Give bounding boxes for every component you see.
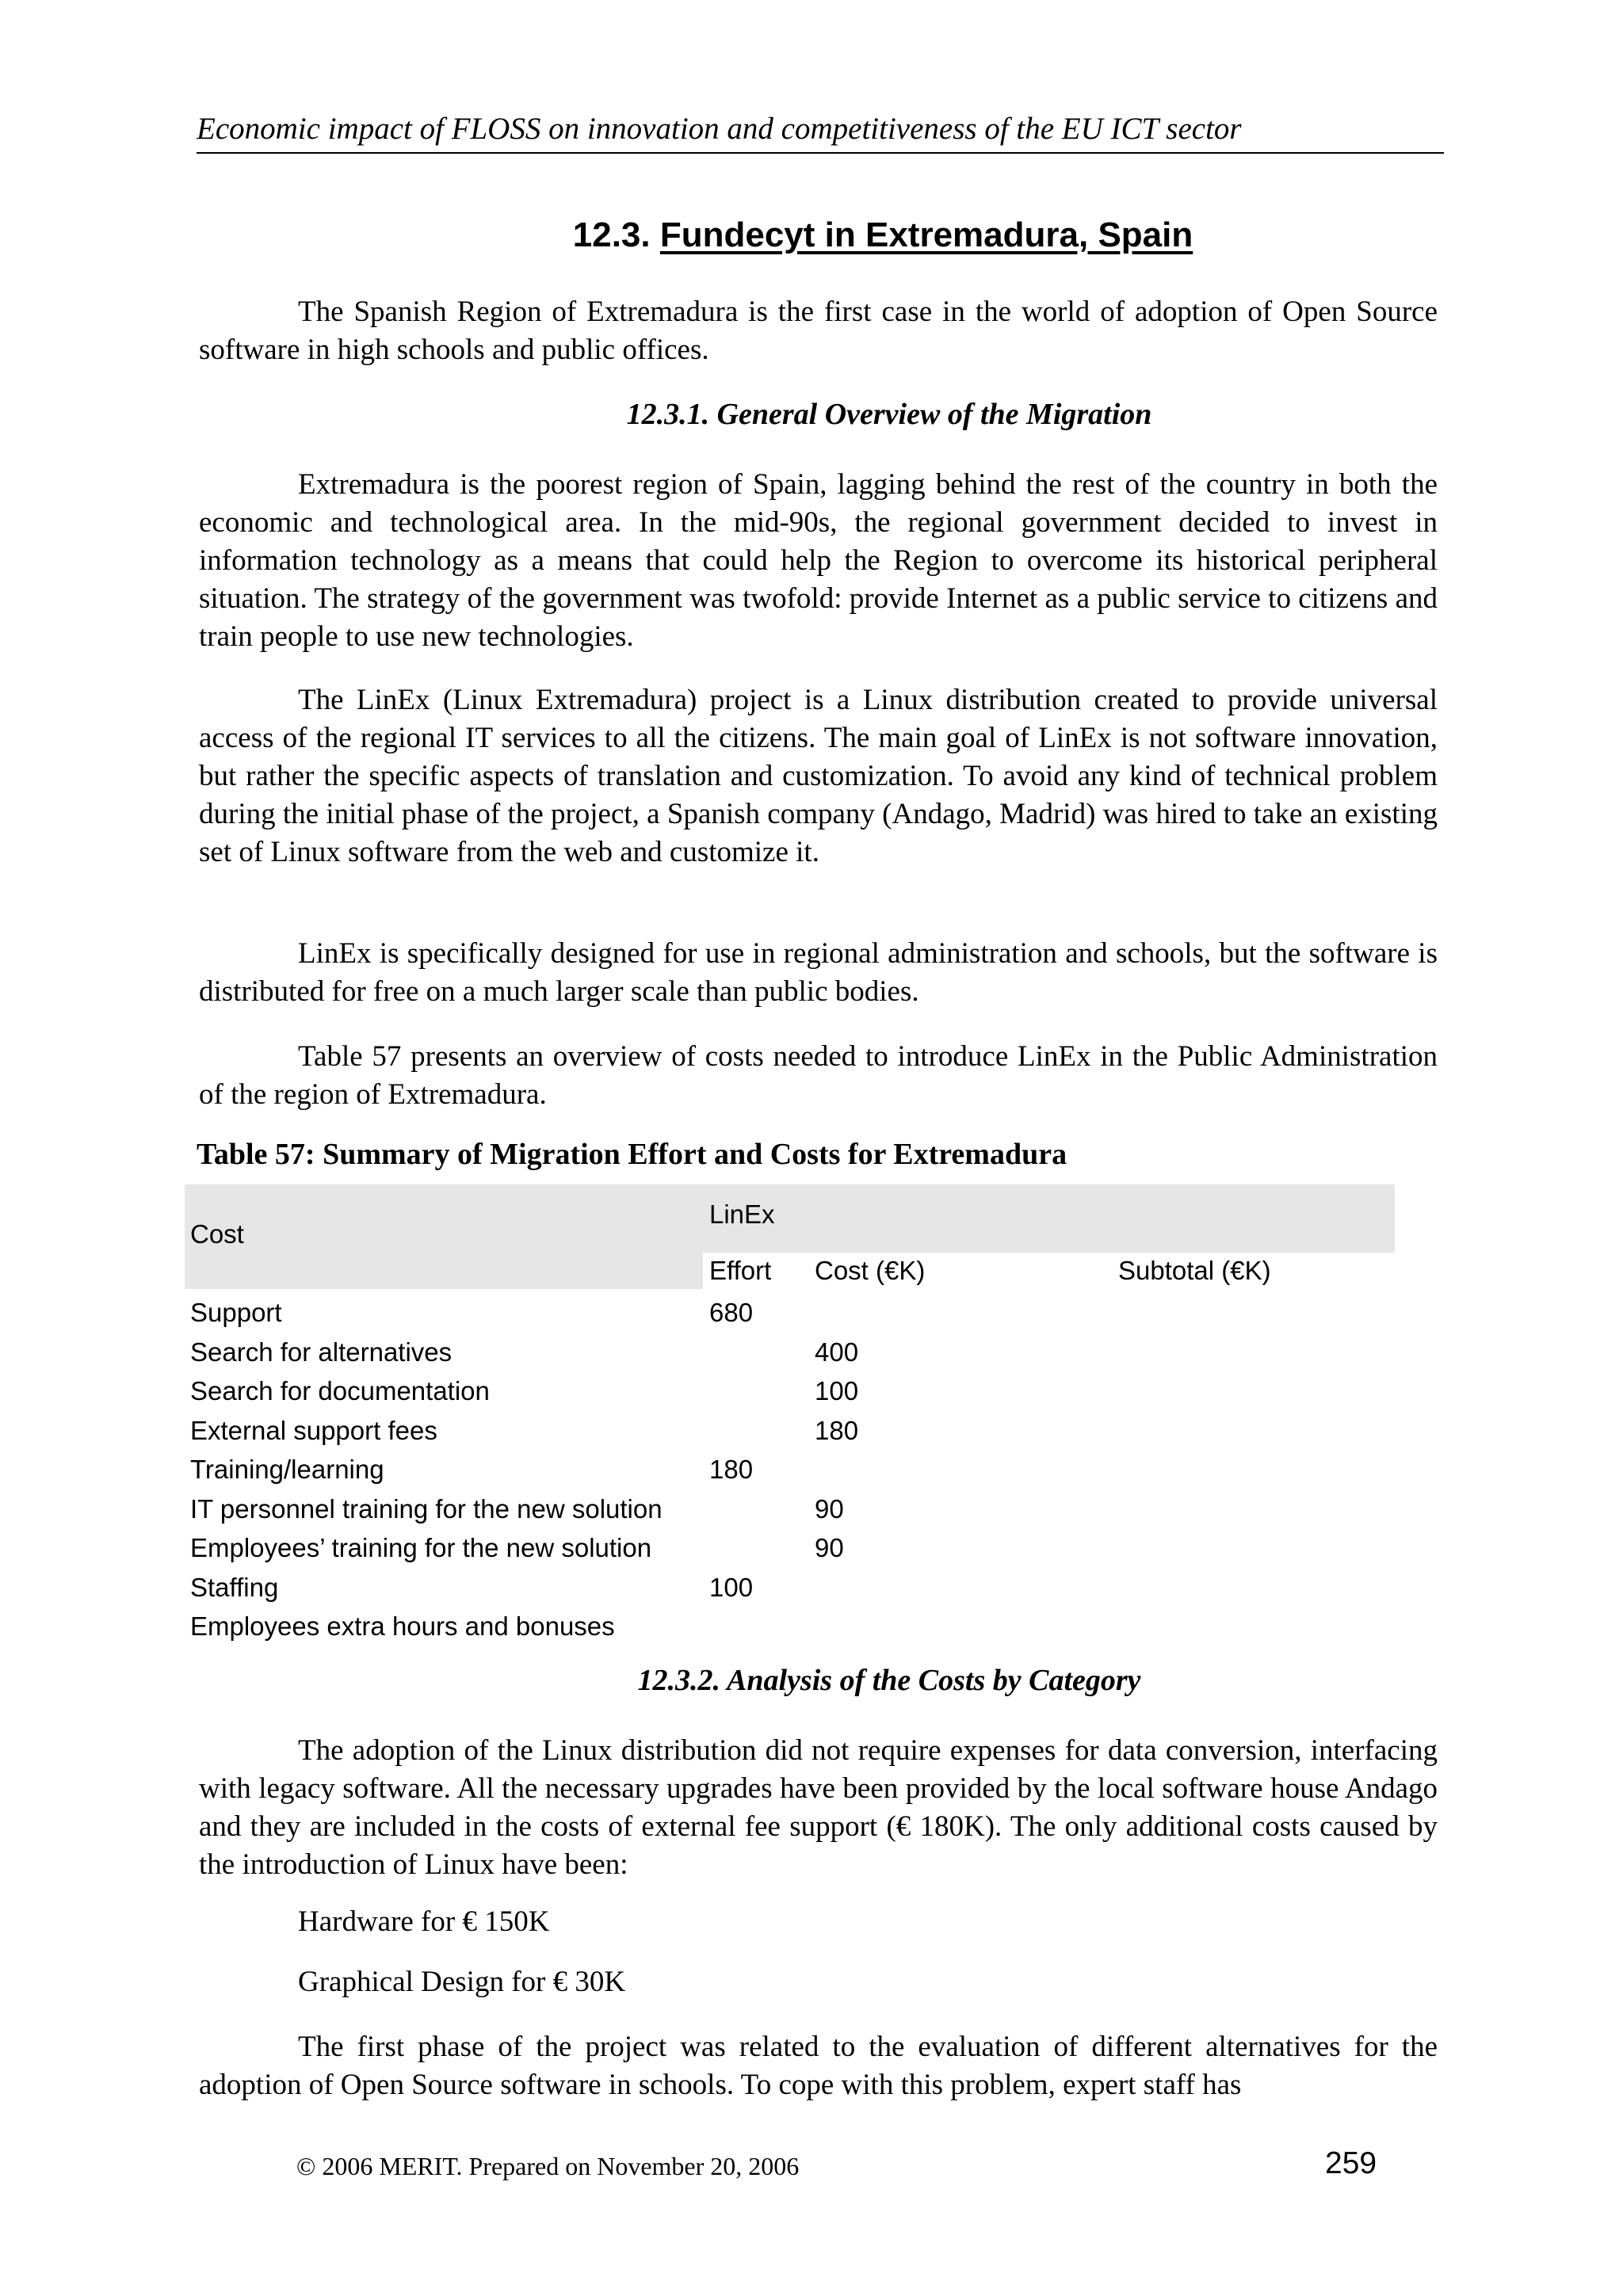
- section-number: 12.3.: [572, 215, 651, 254]
- table-header-row: [185, 1184, 1395, 1253]
- table-row: [185, 1294, 1395, 1333]
- table-row: [185, 1451, 1395, 1490]
- paragraph-overview-4: Table 57 presents an overview of costs needed to introduce LinEx in the Public Administration of the region of Extremadura.: [199, 1040, 1438, 1111]
- table-row: [185, 1333, 1395, 1373]
- paragraph-overview-3: LinEx is specifically designed for use in regional administration and schools, but the software is distributed for free on a much larger scale than public bodies.: [199, 937, 1438, 1008]
- row-label: Training/learning: [190, 1455, 384, 1484]
- header-cost: Cost: [190, 1219, 244, 1249]
- row-effort: 100: [709, 1572, 754, 1602]
- table-row: [185, 1412, 1395, 1451]
- row-cost: 90: [815, 1533, 844, 1562]
- paragraph-analysis-2: The first phase of the project was related to the evaluation of different alternatives for the adoption of Open Source software in schools. To cope with this problem, expert staff has: [199, 2031, 1438, 2101]
- row-effort: 180: [709, 1455, 754, 1484]
- subsection-heading-analysis: 12.3.2. Analysis of the Costs by Category: [637, 1664, 1141, 1697]
- paragraph-overview-2: The LinEx (Linux Extremadura) project is a Linux distribution created to provide universal access of the regional IT services to all the citizens. The main goal of LinEx is not software innovation, but rather the specific aspects of translation and customization. To avoid any kind of technical problem during the initial phase of the project, a Spanish company (Andago, Madrid) was hired to take an existing set of Linux software from the web and customize it.: [199, 684, 1438, 868]
- row-cost: 180: [815, 1415, 859, 1445]
- header-linex: LinEx: [709, 1199, 775, 1229]
- subsection-heading-overview: 12.3.1. General Overview of the Migration: [626, 398, 1152, 431]
- table-row: [185, 1608, 1395, 1647]
- intro-paragraph: The Spanish Region of Extremadura is the first case in the world of adoption of Open Source software in high schools and public offices.: [199, 296, 1438, 366]
- row-label: External support fees: [190, 1415, 437, 1445]
- row-label: Search for documentation: [190, 1376, 490, 1405]
- table-subheader-row: [185, 1253, 1395, 1289]
- section-title: [0, 212, 1623, 258]
- table-body: [185, 1294, 1395, 1647]
- row-label: Employees extra hours and bonuses: [190, 1611, 615, 1641]
- table-row: [185, 1372, 1395, 1412]
- row-cost: 100: [815, 1376, 859, 1405]
- cost-item-graphical-design: Graphical Design for € 30K: [298, 1966, 626, 1998]
- table-row: [185, 1529, 1395, 1569]
- paragraph-overview-1: Extremadura is the poorest region of Spain, lagging behind the rest of the country in both the economic and technological area. In the mid-90s, the regional government decided to invest in information technology as a means that could help the Region to overcome its historical peripheral situation. The strategy of the government was twofold: provide Internet as a public service to citizens and train people to use new technologies.: [199, 468, 1438, 653]
- section-title-text: Fundecyt in Extremadura, Spain: [659, 215, 1193, 254]
- row-effort: 680: [709, 1298, 754, 1327]
- row-label: Employees’ training for the new solution: [190, 1533, 652, 1562]
- table-caption: Table 57: Summary of Migration Effort and Costs for Extremadura: [197, 1138, 1067, 1171]
- row-cost: 90: [815, 1493, 844, 1524]
- row-label: Search for alternatives: [190, 1337, 453, 1367]
- page-number: 259: [1325, 2146, 1377, 2180]
- cost-table: [185, 1184, 1395, 1641]
- header-cost-k: Cost (€K): [815, 1256, 926, 1285]
- table-row: [185, 1490, 1395, 1530]
- row-label: IT personnel training for the new solution: [190, 1493, 663, 1524]
- row-label: Support: [190, 1298, 282, 1327]
- footer-copyright: © 2006 MERIT. Prepared on November 20, 2006: [296, 2152, 800, 2180]
- cost-item-hardware: Hardware for € 150K: [298, 1905, 550, 1938]
- running-header: Economic impact of FLOSS on innovation and competitiveness of the EU ICT sector: [197, 109, 1444, 154]
- header-subtotal: Subtotal (€K): [1118, 1256, 1271, 1285]
- row-cost: 400: [815, 1337, 859, 1367]
- row-label: Staffing: [190, 1572, 279, 1602]
- header-effort: Effort: [709, 1256, 772, 1285]
- table-row: [185, 1569, 1395, 1608]
- paragraph-analysis-1: The adoption of the Linux distribution did not require expenses for data conversion, interfacing with legacy software. All the necessary upgrades have been provided by the local software house Andago and they are included in the costs of external fee support (€ 180K). The only additional costs caused by the introduction of Linux have been:: [199, 1734, 1438, 1881]
